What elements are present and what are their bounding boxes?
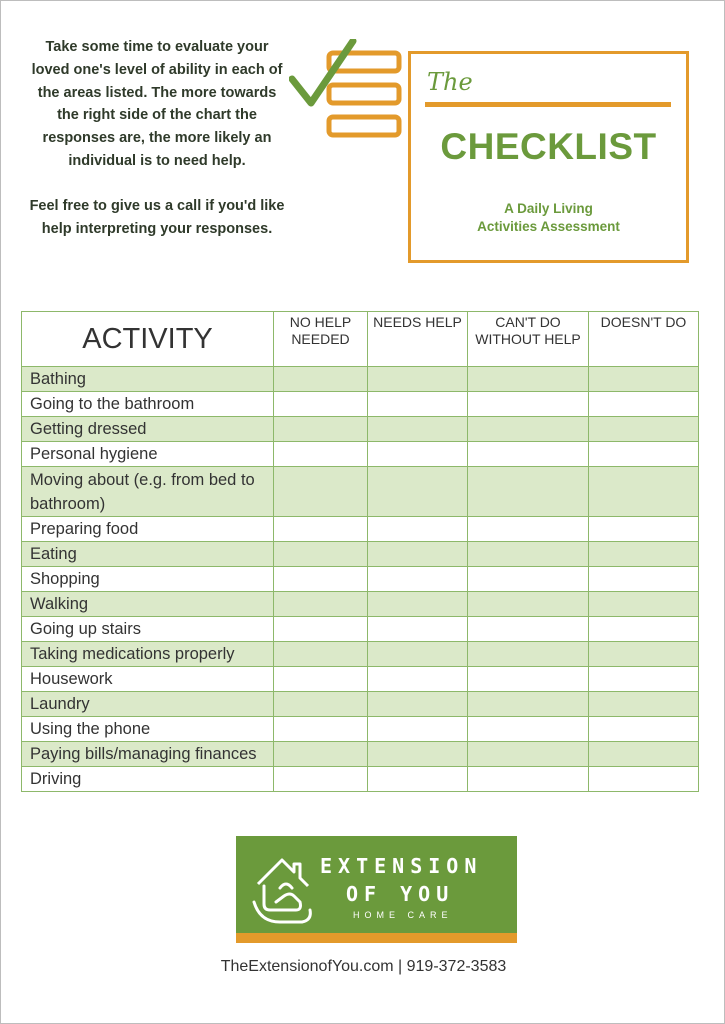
response-cell-needs-help[interactable] [368,542,468,567]
page-title: CHECKLIST [440,126,657,167]
response-cell-doesnt-do[interactable] [589,442,699,467]
table-row [22,742,699,767]
response-cell-no-help-needed[interactable] [274,617,368,642]
activity-cell: Paying bills/managing finances [22,742,274,767]
response-cell-no-help-needed[interactable] [274,442,368,467]
intro-paragraph-2: Feel free to give us a call if you'd like help interpreting your responses. [29,197,285,237]
response-cell-doesnt-do[interactable] [589,717,699,742]
response-cell-doesnt-do[interactable] [589,617,699,642]
response-cell-no-help-needed[interactable] [274,392,368,417]
response-cell-needs-help[interactable] [368,617,468,642]
response-cell-needs-help[interactable] [368,392,468,417]
subtitle-line-2: Activities Assessment [477,219,620,234]
response-cell-doesnt-do[interactable] [589,417,699,442]
response-cell-cant-do-without-help[interactable] [468,692,589,717]
response-cell-no-help-needed[interactable] [274,417,368,442]
response-cell-cant-do-without-help[interactable] [468,667,589,692]
activity-cell: Preparing food [22,517,274,542]
table-row [22,692,699,717]
response-cell-no-help-needed[interactable] [274,467,368,517]
activity-cell: Getting dressed [22,417,274,442]
response-cell-needs-help[interactable] [368,517,468,542]
table-row [22,767,699,792]
response-cell-no-help-needed[interactable] [274,367,368,392]
response-cell-doesnt-do[interactable] [589,467,699,517]
response-cell-doesnt-do[interactable] [589,767,699,792]
response-cell-needs-help[interactable] [368,692,468,717]
response-cell-no-help-needed[interactable] [274,642,368,667]
response-cell-no-help-needed[interactable] [274,767,368,792]
response-cell-no-help-needed[interactable] [274,717,368,742]
title-prefix: The [427,68,473,96]
response-cell-needs-help[interactable] [368,567,468,592]
response-cell-cant-do-without-help[interactable] [468,767,589,792]
activity-cell: Laundry [22,692,274,717]
brand-name-line-2: OF YOU [346,882,455,906]
header-needs-help: NEEDS HELP [368,312,468,367]
subtitle-line-1: A Daily Living [504,201,593,216]
response-cell-no-help-needed[interactable] [274,742,368,767]
response-cell-needs-help[interactable] [368,742,468,767]
activity-cell: Going to the bathroom [22,392,274,417]
activity-cell: Personal hygiene [22,442,274,467]
activity-table [21,311,699,792]
response-cell-doesnt-do[interactable] [589,517,699,542]
response-cell-cant-do-without-help[interactable] [468,517,589,542]
response-cell-doesnt-do[interactable] [589,667,699,692]
response-cell-no-help-needed[interactable] [274,517,368,542]
company-logo [236,836,517,943]
table-row [22,392,699,417]
response-cell-doesnt-do[interactable] [589,592,699,617]
activity-cell: Moving about (e.g. from bed to bathroom) [22,467,274,517]
response-cell-needs-help[interactable] [368,367,468,392]
table-row [22,642,699,667]
response-cell-needs-help[interactable] [368,667,468,692]
response-cell-doesnt-do[interactable] [589,692,699,717]
response-cell-no-help-needed[interactable] [274,592,368,617]
response-cell-cant-do-without-help[interactable] [468,442,589,467]
intro-text [29,36,285,240]
response-cell-no-help-needed[interactable] [274,692,368,717]
page-subtitle [411,200,686,236]
response-cell-cant-do-without-help[interactable] [468,592,589,617]
header-cant-do-without-help: CAN'T DO WITHOUT HELP [468,312,589,367]
response-cell-no-help-needed[interactable] [274,542,368,567]
response-cell-doesnt-do[interactable] [589,742,699,767]
response-cell-needs-help[interactable] [368,467,468,517]
activity-cell: Walking [22,592,274,617]
table-row [22,717,699,742]
table-header-row [22,312,699,367]
response-cell-needs-help[interactable] [368,442,468,467]
checklist-checkmark-icon [289,39,407,143]
response-cell-doesnt-do[interactable] [589,567,699,592]
header-activity: ACTIVITY [22,312,274,367]
response-cell-needs-help[interactable] [368,642,468,667]
activity-cell: Eating [22,542,274,567]
header-doesnt-do: DOESN'T DO [589,312,699,367]
table-row [22,417,699,442]
table-row [22,567,699,592]
activity-cell: Bathing [22,367,274,392]
activity-cell: Driving [22,767,274,792]
response-cell-needs-help[interactable] [368,717,468,742]
brand-tagline: HOME CARE [353,910,453,920]
response-cell-doesnt-do[interactable] [589,642,699,667]
table-row [22,467,699,517]
response-cell-needs-help[interactable] [368,417,468,442]
response-cell-cant-do-without-help[interactable] [468,717,589,742]
response-cell-needs-help[interactable] [368,592,468,617]
activity-cell: Going up stairs [22,617,274,642]
title-box [408,51,689,263]
response-cell-cant-do-without-help[interactable] [468,467,589,517]
activity-cell: Shopping [22,567,274,592]
response-cell-cant-do-without-help[interactable] [468,542,589,567]
activity-cell: Using the phone [22,717,274,742]
response-cell-cant-do-without-help[interactable] [468,392,589,417]
response-cell-cant-do-without-help[interactable] [468,742,589,767]
response-cell-doesnt-do[interactable] [589,367,699,392]
table-row [22,617,699,642]
logo-accent-bar [236,933,517,943]
table-row [22,517,699,542]
header-no-help-needed: NO HELP NEEDED [274,312,368,367]
response-cell-doesnt-do[interactable] [589,542,699,567]
response-cell-no-help-needed[interactable] [274,567,368,592]
response-cell-no-help-needed[interactable] [274,667,368,692]
response-cell-needs-help[interactable] [368,767,468,792]
table-row [22,667,699,692]
house-hand-icon [250,846,322,926]
brand-name-line-1: EXTENSION [320,854,483,878]
response-cell-cant-do-without-help[interactable] [468,367,589,392]
response-cell-cant-do-without-help[interactable] [468,567,589,592]
response-cell-cant-do-without-help[interactable] [468,642,589,667]
response-cell-doesnt-do[interactable] [589,392,699,417]
activity-cell: Taking medications properly [22,642,274,667]
activity-cell: Housework [22,667,274,692]
table-row [22,367,699,392]
contact-info: TheExtensionofYou.com | 919-372-3583 [220,958,507,975]
table-row [22,542,699,567]
table-row [22,592,699,617]
table-row [22,442,699,467]
intro-paragraph-1: Take some time to evaluate your loved one's level of ability in each of the areas listed. The more towards the right side of the chart the responses are, the more likely an individual is to need help. [31,39,283,169]
title-divider [425,102,671,107]
response-cell-cant-do-without-help[interactable] [468,617,589,642]
response-cell-cant-do-without-help[interactable] [468,417,589,442]
